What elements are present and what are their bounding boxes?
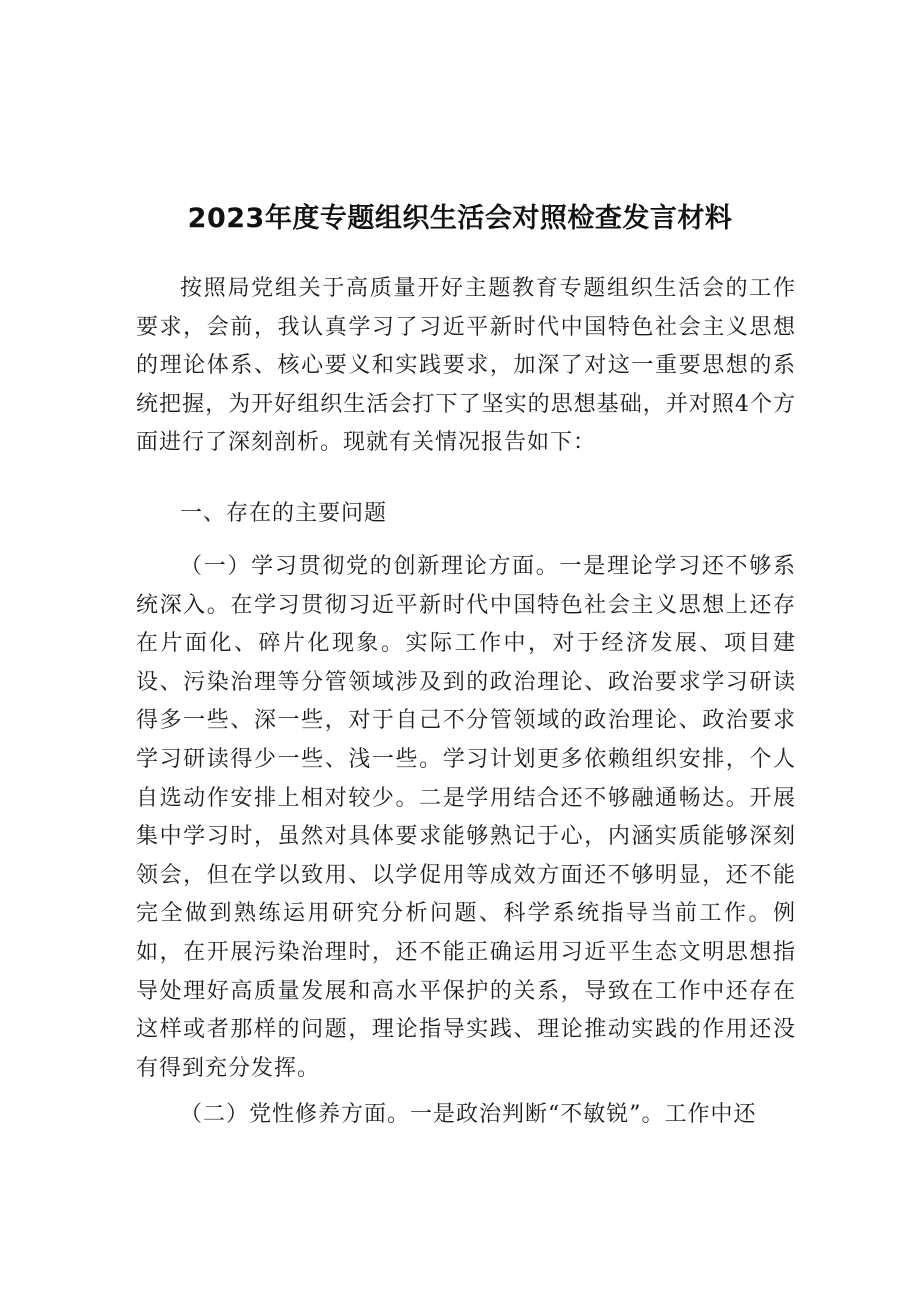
paragraph-study-theory: （一）学习贯彻党的创新理论方面。一是理论学习还不够系统深入。在学习贯彻习近平新时代中国特色社会主义思想上还存在片面化、碎片化现象。实际工作中，对于经济发展、项目建设、污染治理等分管领域涉及到的政治理论、政治要求学习研读得多一些、深一些，对于自己不分管领域的政治理论、政治要求学习研读得少一些、浅一些。学习计划更多依赖组织安排，个人自选动作安排上相对较少。二是学用结合还不够融通畅达。开展集中学习时，虽然对具体要求能够熟记于心，内涵实质能够深刻领会，但在学以致用、以学促用等成效方面还不够明显，还不能完全做到熟练运用研究分析问题、科学系统指导当前工作。例如，在开展污染治理时，还不能正确运用习近平生态文明思想指导处理好高质量发展和高水平保护的关系，导致在工作中还存在这样或者那样的问题，理论指导实践、理论推动实践的作用还没有得到充分发挥。 <box>136 554 796 1081</box>
intro-paragraph: 按照局党组关于高质量开好主题教育专题组织生活会的工作要求，会前，我认真学习了习近平新时代中国特色社会主义思想的理论体系、核心要义和实践要求，加深了对这一重要思想的系统把握，为开好组织生活会打下了坚实的思想基础，并对照4个方面进行了深刻剖析。现就有关情况报告如下： <box>136 276 796 456</box>
paragraph-party-spirit: （二）党性修养方面。一是政治判断“不敏锐”。工作中还 <box>180 1102 757 1127</box>
document-title: 2023年度专题组织生活会对照检查发言材料 <box>187 203 733 234</box>
section-heading: 一、存在的主要问题 <box>180 501 388 526</box>
